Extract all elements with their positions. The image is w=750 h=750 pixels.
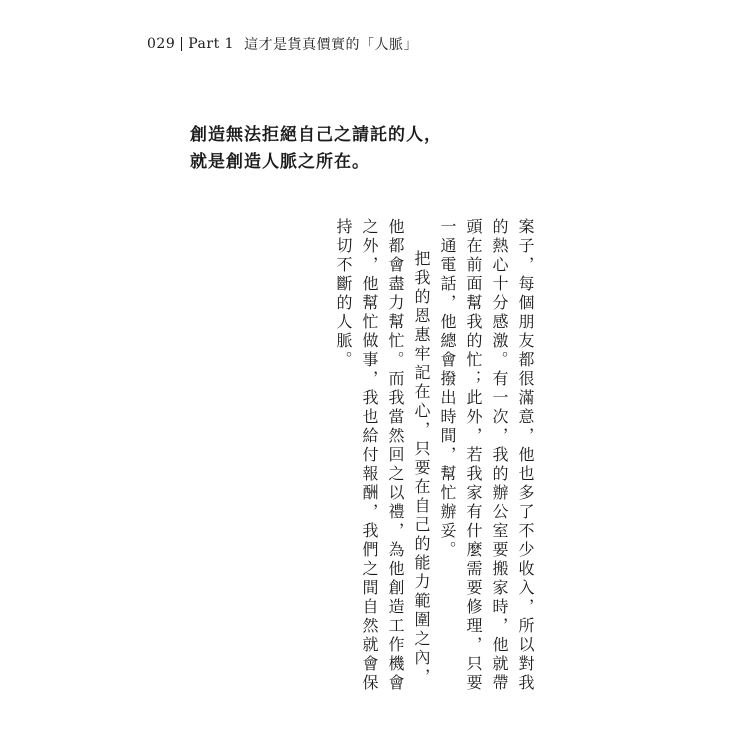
pull-quote-line-2: 就是創造人脈之所在。 <box>190 152 370 172</box>
running-header <box>147 34 418 54</box>
chapter-title: 這才是貨真價實的「人脈」 <box>244 37 419 53</box>
part-label: Part 1 <box>188 36 235 52</box>
pull-quote-line-1: 創造無法拒絕自己之請託的人， <box>190 125 442 145</box>
page-number: 029 <box>147 36 176 52</box>
body-text <box>330 218 538 696</box>
pull-quote <box>190 122 442 176</box>
body-paragraph-1: 案子，每個朋友都很滿意，他也多了不少收入，所以對我的熱心十分感激。有一次，我的辦公室要搬家時，他就帶頭在前面幫我的忙；此外，若我家有什麼需要修理，只要一通電話，他總會撥出時間，幫忙辦妥。 <box>438 218 535 693</box>
header-divider <box>181 37 182 51</box>
body-paragraph-2: 把我的恩惠牢記在心，只要在自己的能力範圍之內，他都會盡力幫忙。而我當然回之以禮，為他創造工作機會之外，他幫忙做事，我也給付報酬，我們之間自然就會保持切不斷的人脈。 <box>334 218 431 693</box>
